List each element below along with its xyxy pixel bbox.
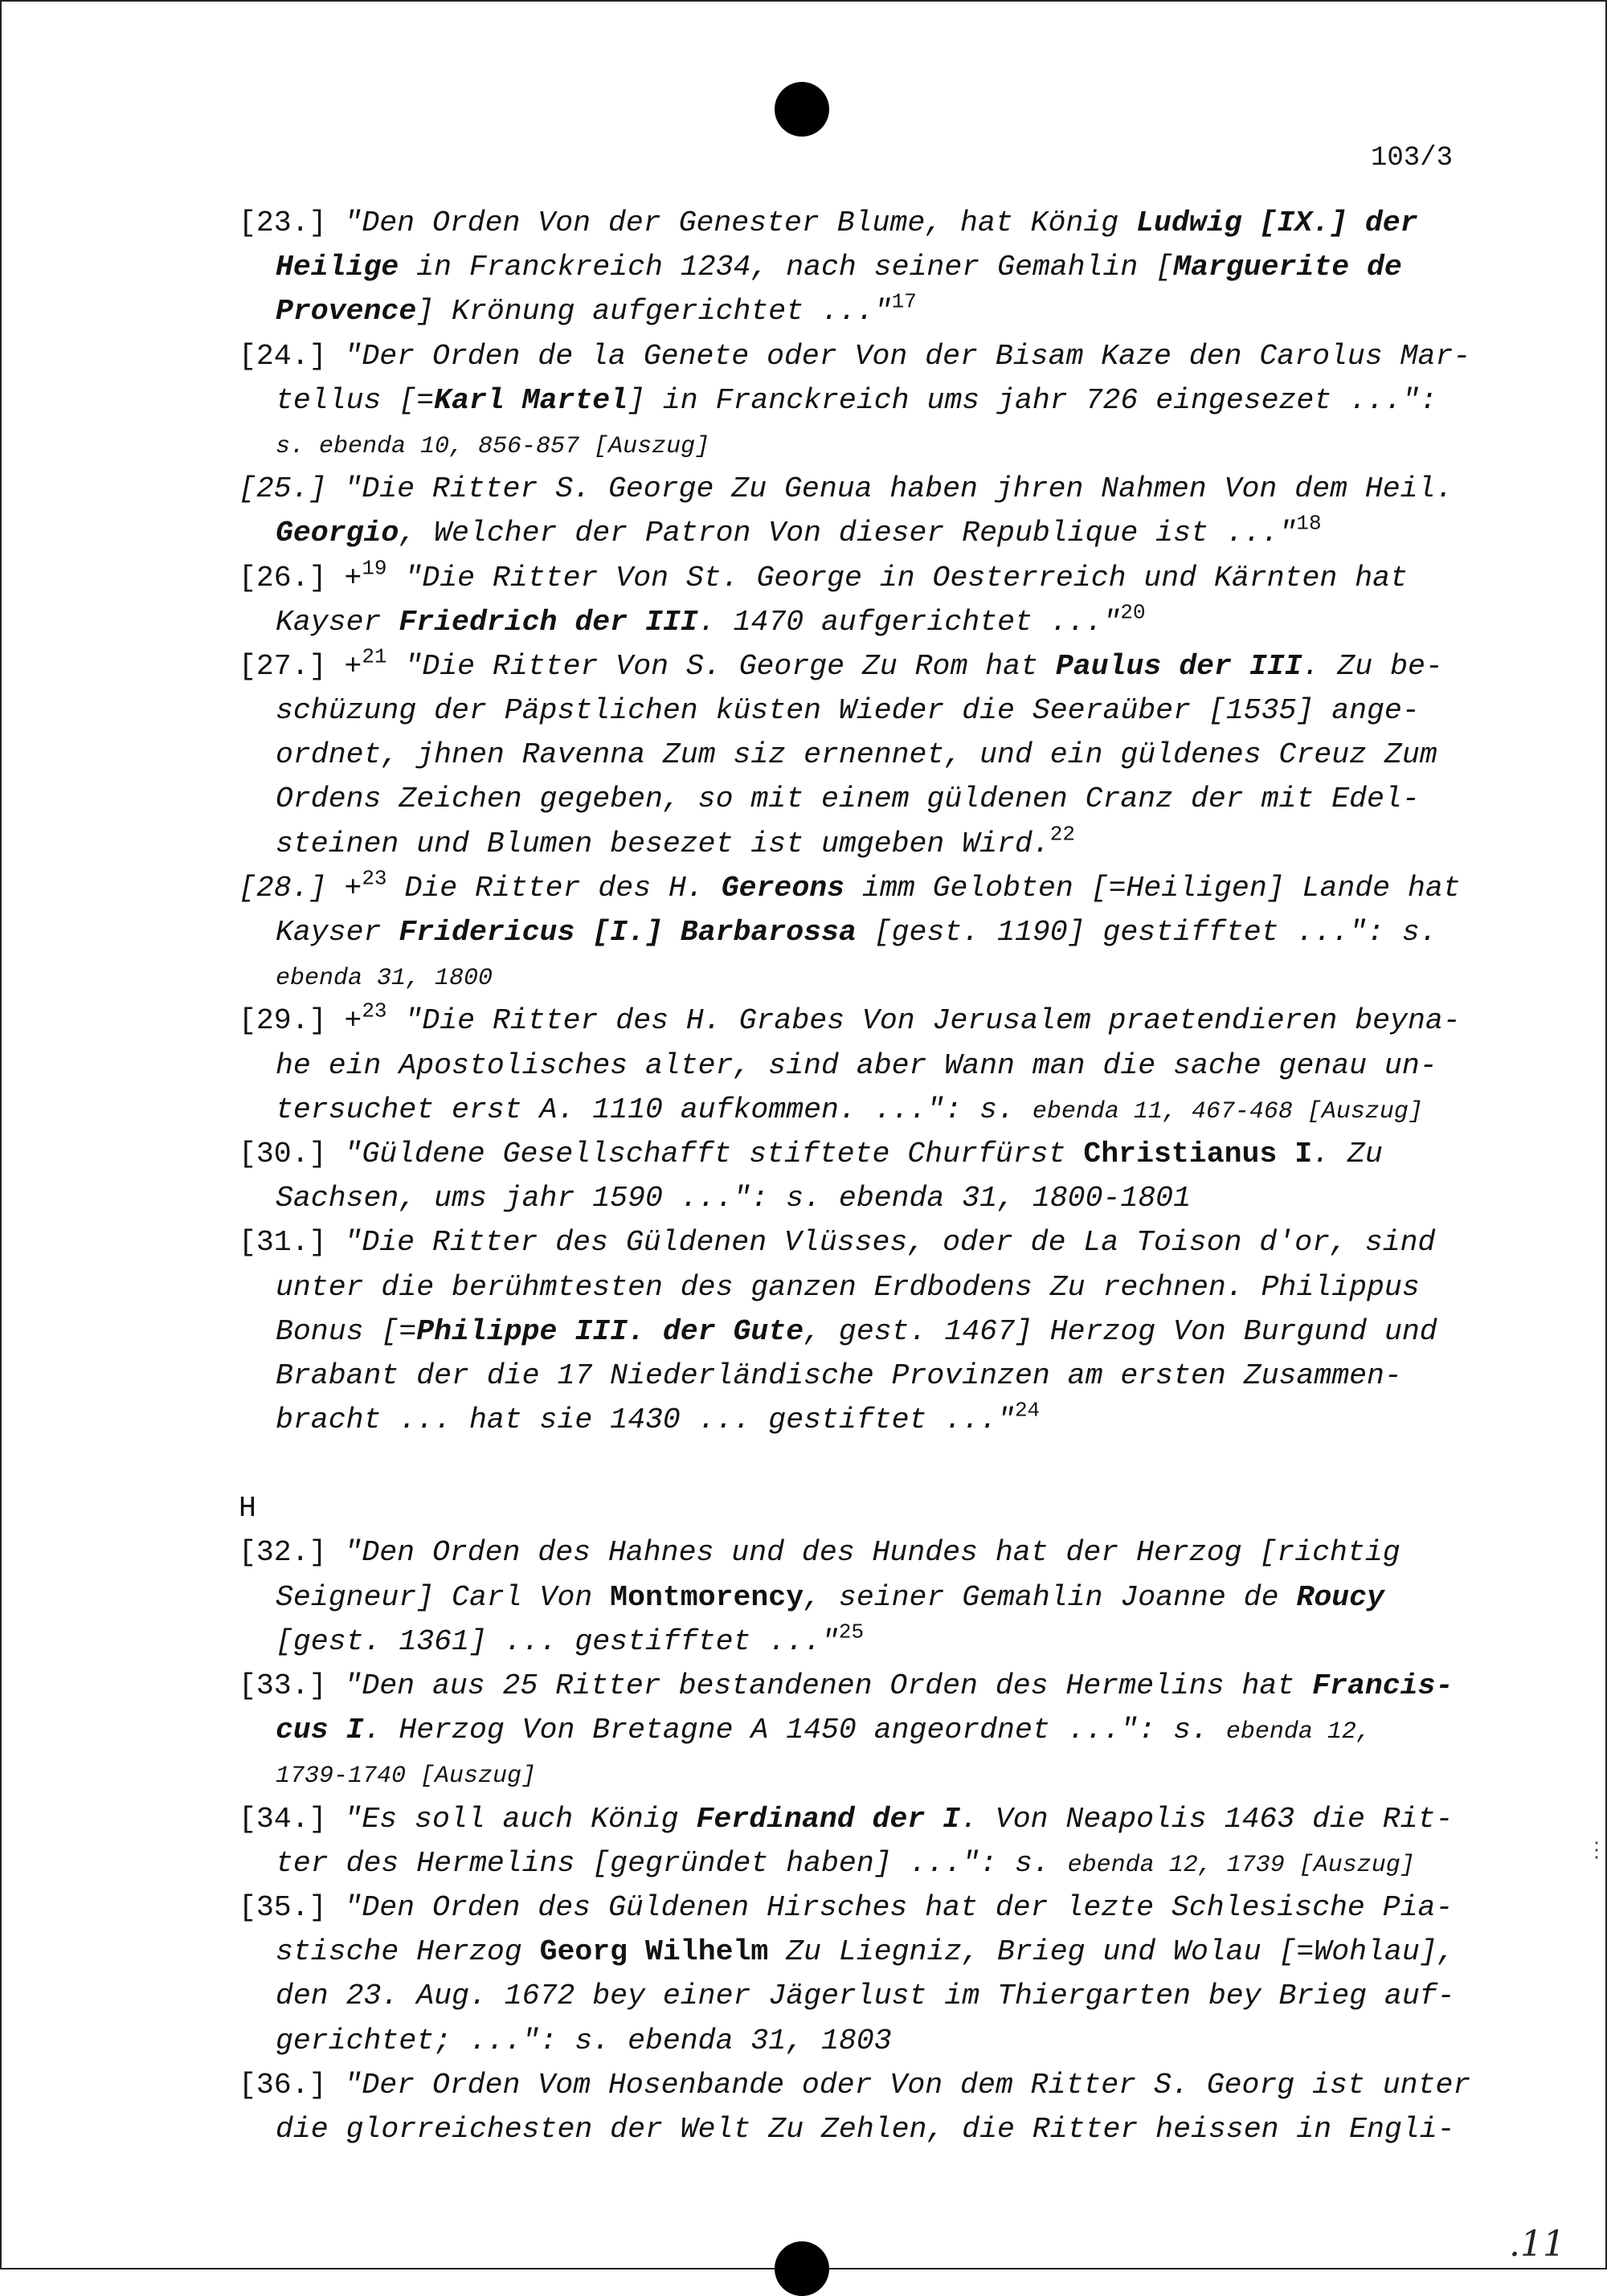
text-segment: ebenda 12, 1739 [Auszug] (1067, 1851, 1415, 1879)
text-segment: [24.] (239, 339, 345, 373)
entry-first-line (239, 201, 1476, 245)
text-segment: Philippe III. der Gute (416, 1314, 804, 1348)
text-segment: stische Herzog (276, 1935, 540, 1969)
text-segment: Fridericus [I.] Barbarossa (399, 916, 857, 949)
entry-continuation-line (239, 1398, 1476, 1442)
section-gap (239, 1442, 1476, 1486)
entries-list-main (239, 201, 1476, 1442)
text-segment: tersuchet erst A. 1110 aufkommen. ...": s. (276, 1093, 1032, 1126)
text-segment: "Die Ritter Von St. George in Oesterreich und Kärnten hat (386, 561, 1408, 594)
entry-continuation-line (239, 1575, 1476, 1620)
entry-continuation-line (239, 423, 1476, 467)
text-segment: Paulus der III (1055, 649, 1302, 683)
text-segment: "Die Ritter des Güldenen Vlüsses, oder de La Toison d'or, sind (344, 1226, 1436, 1260)
text-segment: , Welcher der Patron Von dieser Republique ist ..." (399, 517, 1297, 550)
entry-continuation-line (239, 733, 1476, 777)
text-segment: den 23. Aug. 1672 bey einer Jägerlust im Thiergarten bey Brieg auf- (276, 1979, 1455, 2013)
entry-first-line (239, 1132, 1476, 1176)
punch-hole-top (775, 82, 829, 137)
entry-continuation-line (239, 245, 1476, 289)
footnote-ref: 19 (362, 556, 387, 581)
entry (239, 1220, 1476, 1442)
entry (239, 2063, 1476, 2151)
text-segment: Bonus [= (276, 1314, 417, 1348)
entry-first-line (239, 866, 1476, 910)
entry-continuation-line (239, 1354, 1476, 1398)
text-segment: Karl Martel (434, 383, 628, 417)
text-segment: Georg Wilhelm (539, 1935, 769, 1969)
text-segment: ter des Hermelins [gegründet haben] ...": s. (276, 1846, 1068, 1880)
text-segment: cus I (276, 1714, 364, 1747)
entry-continuation-line (239, 688, 1476, 733)
footnote-ref: 23 (362, 999, 387, 1024)
entry (239, 644, 1476, 866)
text-segment: ] Krönung aufgerichtet ..." (416, 295, 892, 329)
text-segment: Seigneur] Carl Von (276, 1580, 611, 1614)
document-body (239, 201, 1476, 2151)
entries-list-h (239, 1530, 1476, 2151)
text-segment: imm Gelobten [=Heiligen] Lande hat (844, 871, 1461, 905)
text-segment: ] in Franckreich ums jahr 726 eingesezet ...": (628, 383, 1437, 417)
text-segment: "Den Orden des Hahnes und des Hundes hat der Herzog [richtig (344, 1536, 1401, 1570)
text-segment: [26.] + (239, 561, 362, 594)
text-segment: [28.] + (239, 871, 362, 905)
text-segment: unter die berühmtesten des ganzen Erdbodens Zu rechnen. Philippus (276, 1270, 1420, 1304)
footnote-ref: 18 (1296, 512, 1322, 537)
text-segment: . Zu (1312, 1137, 1383, 1170)
text-segment: [25.] "Die Ritter S. George Zu Genua haben jhren Nahmen Von dem Heil. (239, 472, 1454, 506)
text-segment: schüzung der Päpstlichen küsten Wieder die Seeraüber [1535] ange- (276, 694, 1420, 728)
entry-first-line (239, 2063, 1476, 2107)
text-segment: Zu Liegniz, Brieg und Wolau [=Wohlau], (768, 1935, 1455, 1969)
text-segment: he ein Apostolisches alter, sind aber Wann man die sache genau un- (276, 1048, 1437, 1082)
text-segment: Ferdinand der I (696, 1802, 961, 1836)
page-number: 103/3 (1370, 143, 1453, 174)
entry (239, 467, 1476, 555)
entry-continuation-line (239, 777, 1476, 821)
text-segment: "Den aus 25 Ritter bestandenen Orden des Hermelins hat (344, 1669, 1313, 1702)
entry-continuation-line (239, 1708, 1476, 1752)
text-segment: Gereons (721, 871, 845, 905)
entry-continuation-line (239, 1044, 1476, 1088)
text-segment: [30.] (239, 1137, 345, 1170)
footnote-ref: 23 (362, 866, 387, 891)
text-segment: [27.] + (239, 649, 362, 683)
text-segment: ebenda 11, 467-468 [Auszug] (1032, 1097, 1423, 1126)
text-segment: [35.] (239, 1890, 345, 1924)
text-segment: Georgio (276, 517, 399, 550)
entry-continuation-line (239, 822, 1476, 866)
text-segment: [29.] + (239, 1004, 362, 1038)
text-segment: 1739-1740 [Auszug] (276, 1763, 537, 1791)
text-segment: die glorreichesten der Welt Zu Zehlen, die Ritter heissen in Engli- (276, 2112, 1455, 2146)
text-segment: Ordens Zeichen gegeben, so mit einem güldenen Cranz der mit Edel- (276, 782, 1420, 816)
text-segment: "Den Orden des Güldenen Hirsches hat der lezte Schlesische Pia- (344, 1890, 1454, 1924)
footnote-ref: 20 (1120, 600, 1146, 625)
text-segment: "Güldene Gesellschafft stiftete Churfürst (344, 1137, 1084, 1170)
entry (239, 1797, 1476, 1885)
text-segment: "Der Orden de la Genete oder Von der Bisam Kaze den Carolus Mar- (344, 339, 1471, 373)
text-segment: "Die Ritter Von S. George Zu Rom hat (386, 649, 1056, 683)
entry-first-line (239, 644, 1476, 688)
entry-continuation-line (239, 1265, 1476, 1309)
text-segment: . Von Neapolis 1463 die Rit- (960, 1802, 1454, 1836)
entry-first-line (239, 1885, 1476, 1930)
entry-continuation-line (239, 2019, 1476, 2063)
text-segment: Montmorency (610, 1580, 804, 1614)
entry-continuation-line (239, 2107, 1476, 2151)
text-segment: Kayser (276, 605, 399, 639)
text-segment: tellus [= (276, 383, 435, 417)
text-segment: in Franckreich 1234, nach seiner Gemahlin [ (399, 251, 1174, 284)
text-segment: Francis- (1312, 1669, 1454, 1702)
text-segment: [36.] (239, 2068, 345, 2102)
footnote-ref: 25 (838, 1620, 865, 1644)
footnote-ref: 17 (891, 290, 917, 315)
text-segment: . 1470 aufgerichtet ..." (697, 605, 1121, 639)
text-segment: Christianus I (1083, 1137, 1313, 1170)
entry (239, 1530, 1476, 1664)
entry-continuation-line (239, 954, 1476, 999)
entry (239, 334, 1476, 468)
text-segment: ebenda 31, 1800 (276, 965, 493, 993)
entry-continuation-line (239, 289, 1476, 333)
text-segment: "Der Orden Vom Hosenbande oder Von dem Ritter S. Georg ist unter (344, 2068, 1471, 2102)
text-segment: [gest. 1190] gestifftet ...": s. (856, 916, 1437, 949)
text-segment: [32.] (239, 1536, 345, 1570)
entry-first-line (239, 1530, 1476, 1575)
entry-first-line (239, 999, 1476, 1043)
text-segment: , gest. 1467] Herzog Von Burgund und (804, 1314, 1437, 1348)
entry (239, 1664, 1476, 1797)
text-segment: "Den Orden Von der Genester Blume, hat König (344, 206, 1137, 239)
entry (239, 201, 1476, 334)
text-segment: Heilige (276, 251, 399, 284)
text-segment: [33.] (239, 1669, 345, 1702)
text-segment: ordnet, jhnen Ravenna Zum siz ernennet, und ein güldenes Creuz Zum (276, 738, 1437, 772)
text-segment: . Zu be- (1302, 649, 1443, 683)
text-segment: Roucy (1296, 1580, 1384, 1614)
entry-first-line (239, 334, 1476, 378)
text-segment: steinen und Blumen besezet ist umgeben Wird. (276, 827, 1050, 860)
text-segment: . Herzog Von Bretagne A 1450 angeordnet ...": s. (363, 1714, 1226, 1747)
text-segment: Sachsen, ums jahr 1590 ...": s. ebenda 31, 1800-1801 (276, 1182, 1191, 1215)
entry-continuation-line (239, 1752, 1476, 1796)
entry-continuation-line (239, 1309, 1476, 1354)
entry-continuation-line (239, 378, 1476, 423)
entry (239, 866, 1476, 999)
entry (239, 999, 1476, 1132)
text-segment: [31.] (239, 1226, 345, 1260)
footnote-ref: 22 (1049, 822, 1075, 847)
entry-first-line (239, 556, 1476, 600)
text-segment: Provence (276, 295, 417, 329)
entry-continuation-line (239, 1930, 1476, 1974)
entry-continuation-line (239, 1974, 1476, 2018)
text-segment: Brabant der die 17 Niederländische Provinzen am ersten Zusammen- (276, 1358, 1402, 1392)
section-letter: H (239, 1492, 256, 1526)
entry-continuation-line (239, 910, 1476, 954)
entry (239, 556, 1476, 644)
text-segment: bracht ... hat sie 1430 ... gestiftet ..." (276, 1403, 1015, 1437)
entry-continuation-line (239, 1620, 1476, 1664)
entry (239, 1885, 1476, 2063)
entry-first-line (239, 1664, 1476, 1708)
text-segment: Marguerite de (1173, 251, 1402, 284)
handwritten-page-mark: .11 (1509, 2224, 1565, 2265)
entry-first-line (239, 467, 1476, 511)
text-segment: Friedrich der III (399, 605, 698, 639)
entry-continuation-line (239, 1841, 1476, 1885)
entry-first-line (239, 1220, 1476, 1264)
text-segment: , seiner Gemahlin Joanne de (804, 1580, 1297, 1614)
entry-first-line (239, 1797, 1476, 1841)
text-segment: Kayser (276, 916, 399, 949)
margin-mark: ⋮ (1586, 1839, 1607, 1863)
text-segment: [34.] (239, 1802, 345, 1836)
text-segment: Die Ritter des H. (386, 871, 722, 905)
text-segment: [23.] (239, 206, 345, 239)
entry-continuation-line (239, 1088, 1476, 1132)
footnote-ref: 24 (1014, 1398, 1041, 1423)
text-segment: "Die Ritter des H. Grabes Von Jerusalem praetendieren beyna- (386, 1004, 1461, 1038)
text-segment: [gest. 1361] ... gestifftet ..." (276, 1624, 839, 1658)
text-segment: "Es soll auch König (344, 1802, 697, 1836)
text-segment: ebenda 12, (1225, 1718, 1371, 1747)
footnote-ref: 21 (362, 644, 387, 669)
entry-continuation-line (239, 600, 1476, 644)
entry-continuation-line (239, 511, 1476, 555)
text-segment: s. ebenda 10, 856-857 [Auszug] (276, 432, 710, 460)
entry (239, 1132, 1476, 1220)
text-segment: gerichtet; ...": s. ebenda 31, 1803 (276, 2024, 892, 2057)
text-segment: Ludwig [IX.] der (1136, 206, 1418, 239)
entry-continuation-line (239, 1176, 1476, 1220)
punch-hole-bottom (775, 2241, 829, 2296)
